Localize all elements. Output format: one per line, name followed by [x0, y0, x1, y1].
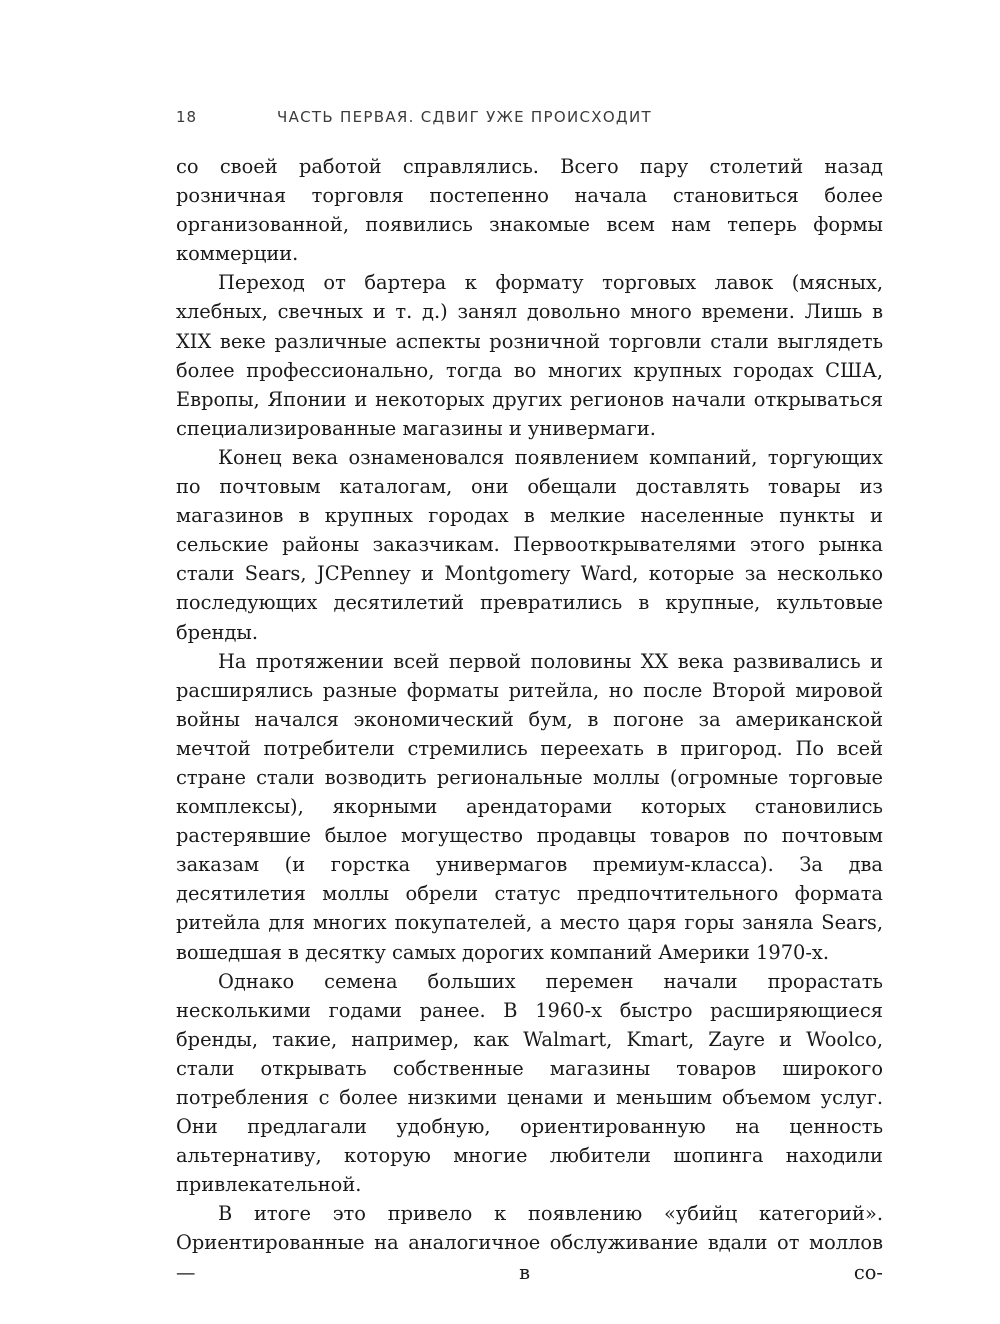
- paragraph-mail-order: Конец века ознаменовался появлением компаний, торгующих по почтовым каталогам, они обещали доставлять товары из магазинов в крупных городах в мелкие населенные пункты и сельские районы заказчикам. Первооткрывателями этого рынка стали Sears, JCPenney и Montgomery Ward, которые за несколько последующих десятилетий превратились в крупные, культовые бренды.: [176, 445, 883, 644]
- paragraph-barter: Переход от бартера к формату торговых лавок (мясных, хлебных, свечных и т. д.) занял довольно много времени. Лишь в XIX веке различные аспекты розничной торговли стали выглядеть более профессионально, тогда во многих крупных городах США, Европы, Японии и некоторых других регионов начали открываться специализированные магазины и универмаги.: [176, 271, 883, 440]
- paragraph-category-killers: В итоге это привело к появлению «убийц категорий». Ориентированные на аналогичное обслуживание вдали от моллов — в со-: [176, 1202, 883, 1284]
- paragraph-discount-stores: Однако семена больших перемен начали прорастать несколькими годами ранее. В 1960-х быстро расширяющиеся бренды, такие, например, как Walmart, Kmart, Zayre и Woolco, стали открывать собственные магазины товаров широкого потребления с более низкими ценами и меньшим объемом услуг. Они предлагали удобную, ориентированную на ценность альтернативу, которую многие любители шопинга находили привлекательной.: [176, 969, 883, 1197]
- part-title: ЧАСТЬ ПЕРВАЯ. СДВИГ УЖЕ ПРОИСХОДИТ: [277, 108, 652, 126]
- paragraph-malls: На протяжении всей первой половины XX века развивались и расширялись разные форматы ритейла, но после Второй мировой войны начался экономический бум, в погоне за американской мечтой потребители стремились переехать в пригород. По всей стране стали возводить региональные моллы (огромные торговые комплексы), якорными арендаторами которых становились растерявшие былое могущество продавцы товаров по почтовым заказам (и горстка универмагов премиум-класса). За два десятилетия моллы обрели статус предпочтительного формата ритейла для многих покупателей, а место царя горы заняла Sears, вошедшая в десятку самых дорогих компаний Америки 1970-х.: [176, 649, 883, 964]
- page-number: 18: [176, 108, 198, 126]
- running-header: [176, 108, 884, 130]
- paragraph-continuation: со своей работой справлялись. Всего пару столетий назад розничная торговля постепенно начала становиться более организованной, появились знакомые всем нам теперь формы коммерции.: [176, 155, 883, 266]
- body-text: [176, 152, 883, 1287]
